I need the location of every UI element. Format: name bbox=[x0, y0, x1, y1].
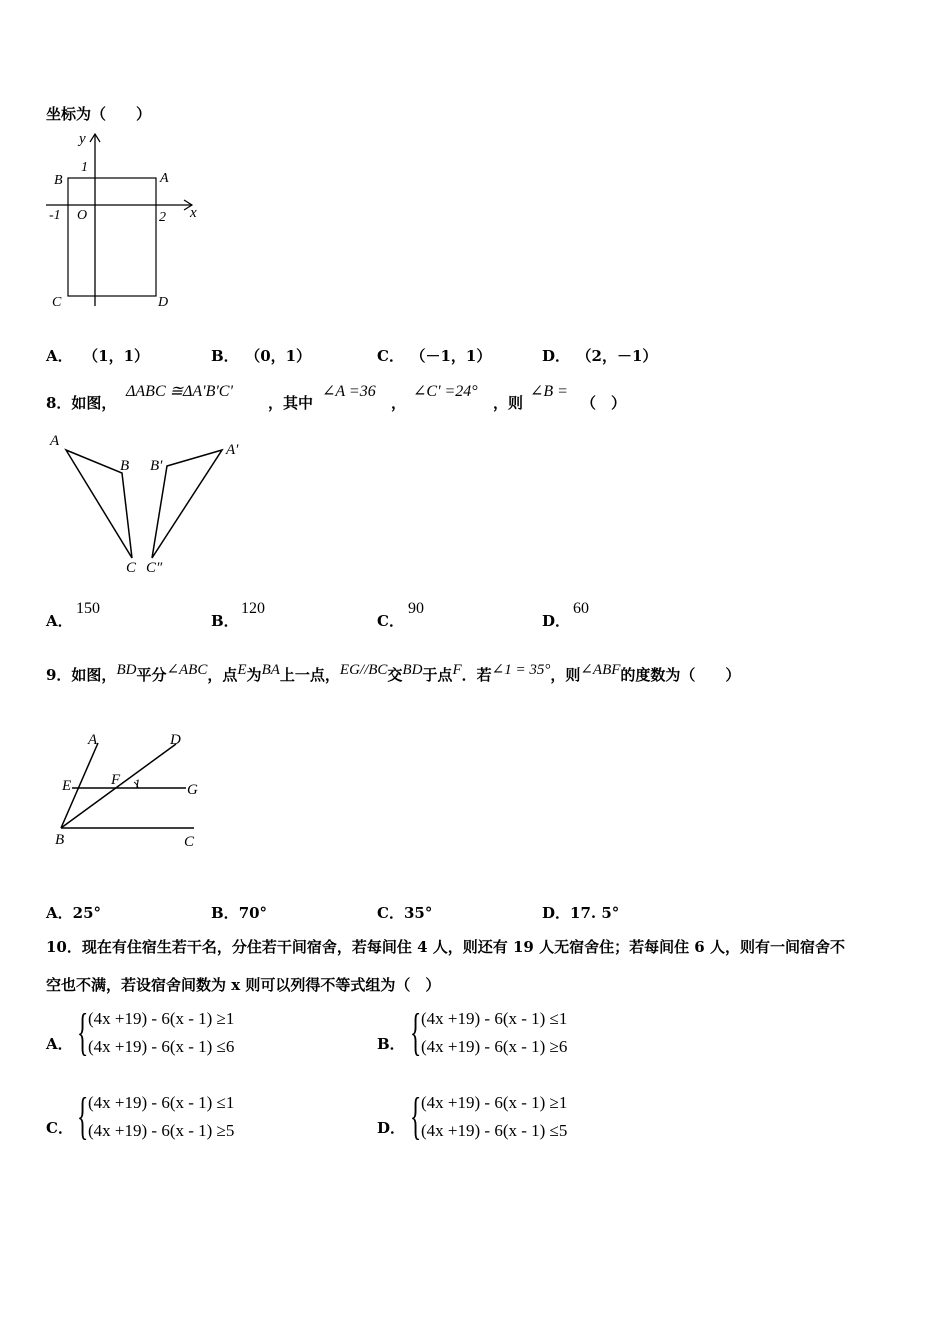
option-label: B． bbox=[211, 904, 239, 922]
q9-math-f: F bbox=[452, 662, 462, 678]
q10-option-c[interactable] bbox=[46, 1089, 366, 1149]
option-text: 17. 5° bbox=[570, 904, 620, 922]
q8-congruence: ΔABC ≅ΔA'B'C' bbox=[126, 383, 233, 400]
option-text: 70° bbox=[238, 904, 268, 922]
option-text: 90 bbox=[408, 600, 424, 617]
option-text: 35° bbox=[403, 904, 433, 922]
q9-label-E: E bbox=[62, 778, 72, 794]
q8-angle-c: ∠C' =24° bbox=[413, 383, 478, 400]
q7-label-x: x bbox=[190, 205, 197, 221]
option-text: 150 bbox=[76, 600, 100, 617]
option-label: C． bbox=[377, 904, 404, 922]
q9-math-abf: ∠ABF bbox=[580, 662, 621, 678]
option-label: C． bbox=[46, 1119, 73, 1137]
q9-text: ，点 bbox=[207, 666, 238, 684]
q7-label-neg1: -1 bbox=[49, 208, 61, 223]
q8-label-C: C bbox=[126, 560, 137, 576]
q8-tail: （ ） bbox=[581, 394, 627, 412]
q8-text-mid1: ，其中 bbox=[268, 394, 314, 412]
q9-option-a[interactable] bbox=[46, 902, 101, 923]
option-label: B． bbox=[211, 612, 239, 630]
option-text: （1，1） bbox=[90, 347, 150, 365]
q9-figure bbox=[46, 726, 216, 854]
q9-number: 9．如图， bbox=[46, 666, 117, 684]
q8-comma: ， bbox=[391, 394, 407, 412]
q9-text: 的度数为（ ） bbox=[620, 666, 741, 684]
system-line-2: (4x +19) - 6(x - 1) ≥6 bbox=[421, 1037, 568, 1056]
q8-number: 8．如图， bbox=[46, 394, 117, 412]
q7-label-C: C bbox=[52, 295, 62, 310]
brace-icon: { bbox=[410, 1004, 422, 1061]
option-label: A． bbox=[46, 904, 73, 922]
q10-option-a[interactable] bbox=[46, 1005, 366, 1065]
option-text: （0，1） bbox=[252, 347, 312, 365]
option-text: （2，－1） bbox=[584, 347, 658, 365]
q9-text: 上一点， bbox=[279, 666, 340, 684]
q8-label-A: A bbox=[50, 433, 60, 449]
q9-text: 平分 bbox=[136, 666, 167, 684]
q9-text: 于点 bbox=[422, 666, 453, 684]
q8-label-C-prime: C″ bbox=[146, 560, 163, 576]
option-label: C． bbox=[377, 612, 404, 630]
q10-stem-line2: 空也不满，若设宿舍间数为 x 则可以列得不等式组为（ ） bbox=[46, 976, 441, 994]
q8-label-B-prime: B′ bbox=[150, 458, 163, 474]
q9-label-1: 1 bbox=[134, 776, 141, 791]
q9-label-G: G bbox=[187, 782, 198, 798]
option-label: A． bbox=[46, 1035, 73, 1053]
q8-angle-a: ∠A =36 bbox=[322, 383, 376, 400]
q9-option-d[interactable] bbox=[542, 902, 619, 923]
q8-label-A-prime: A′ bbox=[226, 442, 239, 458]
q9-text: ，则 bbox=[550, 666, 581, 684]
option-label: B． bbox=[377, 1035, 405, 1053]
q7-option-c[interactable] bbox=[377, 345, 491, 366]
option-label: D． bbox=[542, 347, 571, 365]
option-label: D． bbox=[542, 904, 571, 922]
q8-angle-b: ∠B = bbox=[530, 383, 568, 400]
q9-label-C: C bbox=[184, 834, 195, 850]
brace-icon: { bbox=[410, 1088, 422, 1145]
q9-text: 交 bbox=[387, 666, 403, 684]
system-line-2: (4x +19) - 6(x - 1) ≥5 bbox=[88, 1121, 235, 1140]
option-text: 120 bbox=[241, 600, 265, 617]
system-line-1: (4x +19) - 6(x - 1) ≤1 bbox=[421, 1009, 568, 1028]
q7-label-O: O bbox=[77, 208, 88, 223]
q7-option-d[interactable] bbox=[542, 345, 657, 366]
q7-rectangle bbox=[68, 178, 156, 296]
q8-triangle-abc-prime bbox=[152, 450, 222, 558]
option-label: A． bbox=[46, 612, 73, 630]
q7-stem-tail: 坐标为（ ） bbox=[46, 105, 152, 123]
q9-stem bbox=[46, 664, 740, 690]
q8-figure bbox=[42, 428, 252, 578]
system-line-2: (4x +19) - 6(x - 1) ≤5 bbox=[421, 1121, 568, 1140]
q10-option-b[interactable] bbox=[377, 1005, 697, 1065]
system-line-1: (4x +19) - 6(x - 1) ≥1 bbox=[88, 1009, 235, 1028]
q9-label-F: F bbox=[111, 772, 121, 788]
q8-text-mid2: ，则 bbox=[493, 394, 524, 412]
q7-label-A: A bbox=[160, 171, 169, 186]
option-text: 60 bbox=[573, 600, 589, 617]
option-label: D． bbox=[542, 612, 571, 630]
q7-label-1: 1 bbox=[81, 160, 88, 175]
q9-math-e: E bbox=[237, 662, 247, 678]
q10-stem-line1: 10．现在有住宿生若干名，分住若干间宿舍，若每间住 4 人，则还有 19 人无宿舍住；若每间住 6 人，则有一间宿舍不 bbox=[46, 938, 845, 956]
q7-label-2: 2 bbox=[159, 210, 166, 225]
system-line-2: (4x +19) - 6(x - 1) ≤6 bbox=[88, 1037, 235, 1056]
option-text: 25° bbox=[72, 904, 102, 922]
q9-math-ba: BA bbox=[261, 662, 280, 678]
q9-text: 为 bbox=[246, 666, 262, 684]
q7-figure bbox=[42, 126, 207, 316]
q7-label-y: y bbox=[79, 131, 86, 147]
q7-label-D: D bbox=[158, 295, 169, 310]
option-label: C． bbox=[377, 347, 404, 365]
option-label: A． bbox=[46, 347, 73, 365]
system-line-1: (4x +19) - 6(x - 1) ≥1 bbox=[421, 1093, 568, 1112]
option-label: B． bbox=[211, 347, 239, 365]
option-text: （－1，1） bbox=[417, 347, 492, 365]
q9-math-abc: ∠ABC bbox=[166, 662, 208, 678]
q9-math-bd2: BD bbox=[402, 662, 423, 678]
q9-option-c[interactable] bbox=[377, 902, 432, 923]
q10-option-d[interactable] bbox=[377, 1089, 697, 1149]
system-line-1: (4x +19) - 6(x - 1) ≤1 bbox=[88, 1093, 235, 1112]
q9-label-A: A bbox=[88, 732, 98, 748]
q9-label-D: D bbox=[170, 732, 181, 748]
q7-option-a[interactable] bbox=[46, 345, 149, 366]
q9-text: ．若 bbox=[461, 666, 492, 684]
q7-label-B: B bbox=[54, 173, 63, 188]
q9-option-b[interactable] bbox=[211, 902, 267, 923]
q7-option-b[interactable] bbox=[211, 345, 311, 366]
brace-icon: { bbox=[77, 1004, 89, 1061]
q8-label-B: B bbox=[120, 458, 130, 474]
q9-math-angle1: ∠1 = 35° bbox=[491, 662, 551, 678]
q9-math-egbc: EG//BC bbox=[339, 662, 388, 678]
option-label: D． bbox=[377, 1119, 406, 1137]
q9-label-B: B bbox=[55, 832, 65, 848]
brace-icon: { bbox=[77, 1088, 89, 1145]
q9-math-bd: BD bbox=[116, 662, 137, 678]
